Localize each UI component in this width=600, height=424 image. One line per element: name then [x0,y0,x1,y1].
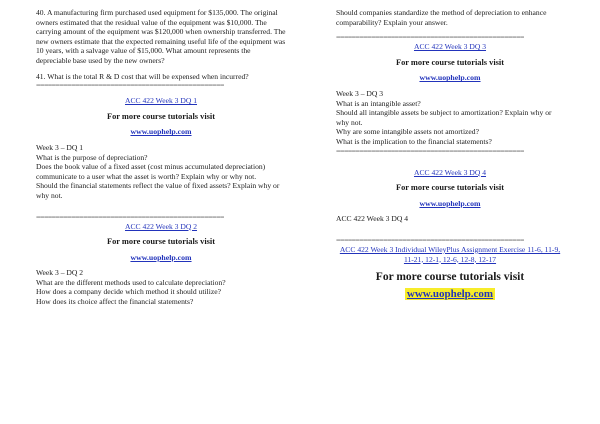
separator: ================================================ [336,146,524,156]
question-40: 40. A manufacturing firm purchased used equipment for $135,000. The original owners estimated that the residual value of the equipment was $10,000. The carrying amount of the equipment was $120,000 when ownership transferred. The new owners estimate that the expected remaining useful life of the equipment was 10 years, with a salvage value of $15,000. What amount represents the depreciable base used by the new owners? [36,8,286,65]
separator: ================================================ [36,81,224,91]
dq3-line: What is an intangible asset? [336,98,421,108]
right-column [336,8,564,300]
exercise-site-link[interactable]: www.uophelp.com [406,288,494,301]
dq4-link[interactable]: ACC 422 Week 3 DQ 4 [413,167,487,177]
dq2-tutorials-text: For more course tutorials visit [106,237,216,247]
separator: ================================================ [336,235,524,245]
intro-question: Should companies standardize the method of depreciation to enhance comparability? Explain your answer. [336,8,547,27]
exercise-tutorials-text: For more course tutorials visit [375,271,525,284]
left-column [36,8,286,307]
dq1-heading: Week 3 – DQ 1 [36,142,84,152]
dq2-heading: Week 3 – DQ 2 [36,268,84,278]
dq1-site-link[interactable]: www.uophelp.com [130,127,192,137]
dq1-link[interactable]: ACC 422 Week 3 DQ 1 [124,96,198,106]
exercise-link[interactable]: ACC 422 Week 3 Individual WileyPlus Assignment Exercise 11-6, 11-9, 11-21, 12-1, 12-6, 12-8, 12-17 [339,244,561,264]
dq2-link[interactable]: ACC 422 Week 3 DQ 2 [124,221,198,231]
dq1-line: Should the financial statements reflect the value of fixed assets? Explain why or why not. [36,181,280,200]
question-41: 41. What is the total R & D cost that will be expensed when incurred? [36,71,249,81]
dq4-site-link[interactable]: www.uophelp.com [419,198,481,208]
dq4-tutorials-text: For more course tutorials visit [395,183,505,193]
dq2-site-link[interactable]: www.uophelp.com [130,252,192,262]
dq2-line: How does a company decide which method it should utilize? [36,287,221,297]
dq3-heading: Week 3 – DQ 3 [336,88,384,98]
dq1-tutorials-text: For more course tutorials visit [106,111,216,121]
dq1-line: Does the book value of a fixed asset (cost minus accumulated depreciation) communicate to a user what the asset is worth? Explain why or why not. [36,162,266,181]
dq4-body: ACC 422 Week 3 DQ 4 [336,214,409,224]
dq3-link[interactable]: ACC 422 Week 3 DQ 3 [413,42,487,52]
dq1-line: What is the purpose of depreciation? [36,152,148,162]
dq3-tutorials-text: For more course tutorials visit [395,57,505,67]
dq3-site-link[interactable]: www.uophelp.com [419,73,481,83]
dq3-line: Why are some intangible assets not amortized? [336,127,479,137]
dq3-line: Should all intangible assets be subject to amortization? Explain why or why not. [336,108,552,127]
dq3-line: What is the implication to the financial statements? [336,136,492,146]
dq2-line: How does its choice affect the financial statements? [36,297,194,307]
separator: ================================================ [36,212,224,222]
separator: ================================================ [336,33,524,43]
dq2-line: What are the different methods used to calculate depreciation? [36,277,226,287]
